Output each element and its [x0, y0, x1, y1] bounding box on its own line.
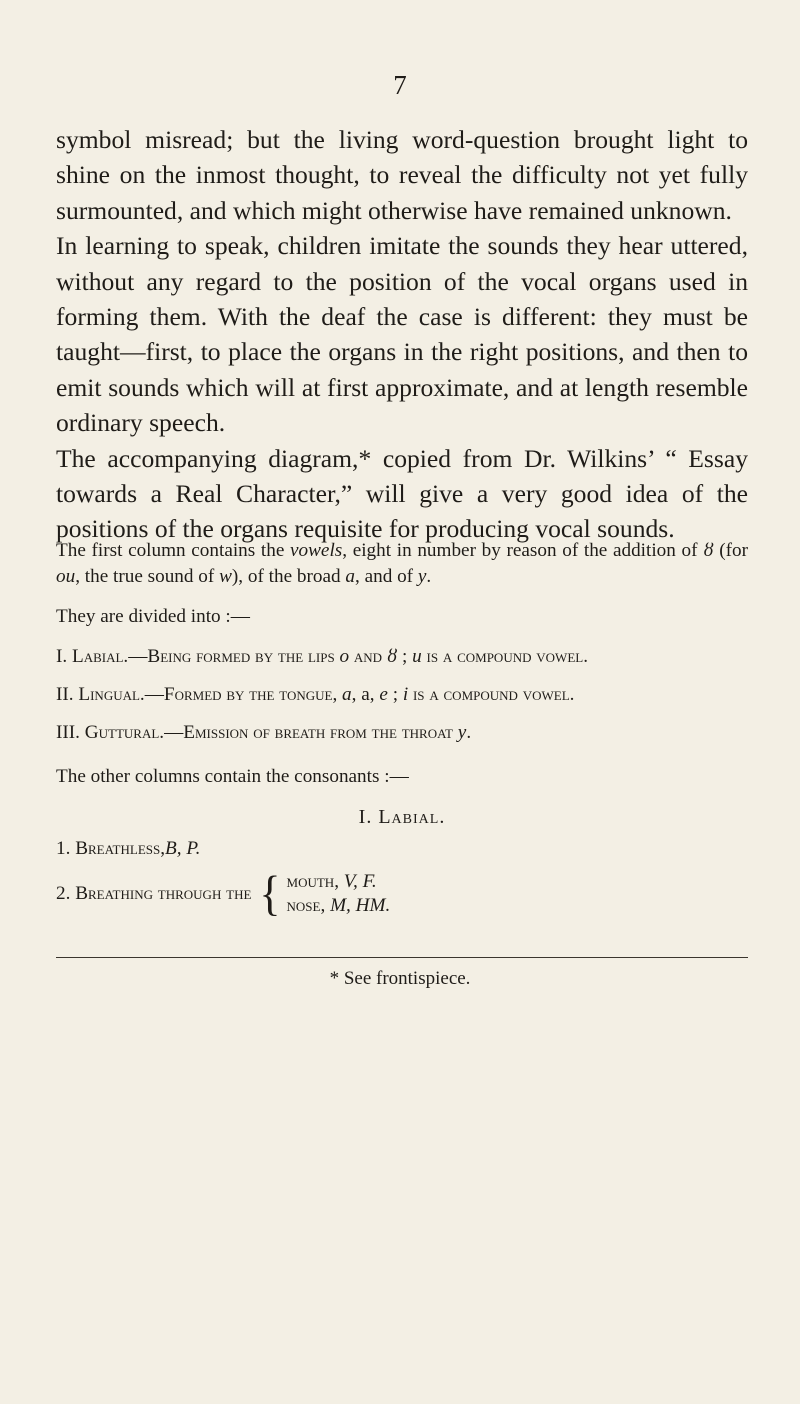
paragraph-learning-text: In learning to speak, children imitate the sounds they hear uttered, without any regard to the position of the vocal organs used in forming them. With the deaf the case is different: they must be taught—first, to place the organs in the right positions, and then to emit sounds which will at first approximate, and at length resemble ordinary speech.: [56, 231, 748, 438]
brace: {: [259, 866, 281, 921]
class-labial: I. Labial.—Being formed by the lips o and ȣ ; u is a compound vowel.: [56, 646, 589, 667]
paragraph-continuation: symbol misread; but the living word-question brought light to shine on the inmost thought, to reveal the difficulty not yet fully surmounted, and which might otherwise have remained unknown.: [56, 125, 748, 225]
footnote-rule: [56, 957, 748, 958]
breathing-options: [287, 870, 391, 918]
vowels-intro: The first column contains the vowels, eight in number by reason of the addition of ȣ (for ou, the true sound of w), of the broad a, and of y.: [56, 540, 748, 587]
page-number: 7: [393, 70, 407, 100]
consonants-intro: The other columns contain the consonants :—: [56, 766, 409, 787]
vowel-consonant-notes: [56, 538, 748, 921]
consonant-row-breathing: 2. Breathing through the { mouth, V, F. nose, M, HM.: [56, 866, 391, 921]
nose-option: nose, M, HM.: [286, 895, 391, 916]
consonant-row-breathless: 1. Breathless, B, P.: [56, 838, 201, 859]
class-guttural: III. Guttural.—Emission of breath from the throat y.: [56, 722, 472, 743]
paragraph-learning-to-speak: [56, 228, 748, 440]
paragraph-accompanying-diagram: The accompanying diagram,* copied from Dr. Wilkins’ “ Essay towards a Real Character,” will give a very good idea of the positions of the organs requisite for producing vocal sounds.: [56, 443, 748, 544]
mouth-option: mouth, V, F.: [286, 871, 377, 892]
divided-into: They are divided into :—: [56, 606, 250, 627]
class-lingual: II. Lingual.—Formed by the tongue, a, a, e ; i is a compound vowel.: [56, 684, 575, 705]
main-text: [56, 122, 748, 547]
footnote: * See frontispiece.: [329, 968, 471, 989]
consonants-heading: I. Labial.: [358, 806, 446, 828]
